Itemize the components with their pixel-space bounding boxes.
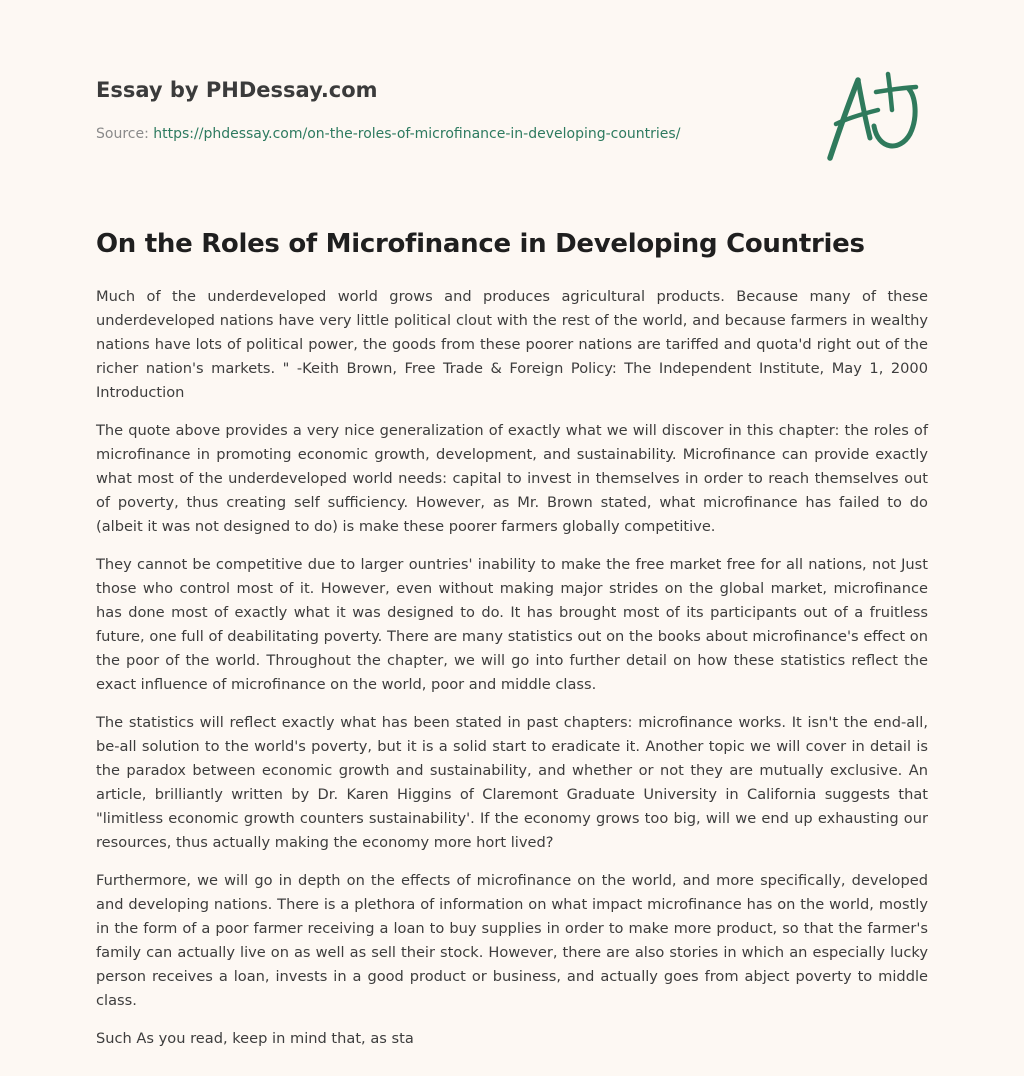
site-brand: Essay by PHDessay.com [96, 78, 378, 102]
a-plus-grade-icon [822, 66, 930, 168]
paragraph-5: Furthermore, we will go in depth on the effects of microfinance on the world, and more specifically, developed and developing nations. There is a plethora of information on what impact microfinance has on the world, mostly in the form of a poor farmer receiving a loan to buy supplies in order to make more product, so that the farmer's family can actually live on as well as sell their stock. However, there are also stories in which an especially lucky person receives a loan, invests in a good product or business, and actually goes from abject poverty to middle class. [96, 872, 928, 1009]
paragraph-6: Such As you read, keep in mind that, as sta [96, 1030, 414, 1047]
paragraph-1: Much of the underdeveloped world grows and produces agricultural products. Because many of these underdeveloped nations have very little political clout with the rest of the world, and because farmers in wealthy nations have lots of political power, the goods from these poorer nations are tariffed and quota'd right out of the richer nation's markets. " -Keith Brown, Free Trade & Foreign Policy: The Independent Institute, May 1, 2000 Introduction [96, 288, 928, 401]
source-line [96, 124, 796, 144]
source-label: Source: [96, 126, 149, 142]
essay-title: On the Roles of Microfinance in Developing Countries [96, 229, 865, 259]
essay-body [96, 285, 928, 1065]
paragraph-4: The statistics will reflect exactly what has been stated in past chapters: microfinance works. It isn't the end-all, be-all solution to the world's poverty, but it is a solid start to eradicate it. Another topic we will cover in detail is the paradox between economic growth and sustainability, and whether or not they are mutually exclusive. An article, brilliantly written by Dr. Karen Higgins of Claremont Graduate University in California suggests that "limitless economic growth counters sustainability'. If the economy grows too big, will we end up exhausting our resources, thus actually making the economy more hort lived? [96, 714, 928, 851]
paragraph-3: They cannot be competitive due to larger ountries' inability to make the free market free for all nations, not Just those who control most of it. However, even without making major strides on the global market, microfinance has done most of exactly what it was designed to do. It has brought most of its participants out of a fruitless future, one full of deabilitating poverty. There are many statistics out on the books about microfinance's effect on the poor of the world. Throughout the chapter, we will go into further detail on how these statistics reflect the exact influence of microfinance on the world, poor and middle class. [96, 556, 928, 693]
source-link[interactable]: https://phdessay.com/on-the-roles-of-microfinance-in-developing-countries/ [153, 126, 681, 142]
paragraph-2: The quote above provides a very nice generalization of exactly what we will discover in this chapter: the roles of microfinance in promoting economic growth, development, and sustainability. Microfinance can provide exactly what most of the underdeveloped world needs: capital to invest in themselves in order to reach themselves out of poverty, thus creating self sufficiency. However, as Mr. Brown stated, what microfinance has failed to do (albeit it was not designed to do) is make these poorer farmers globally competitive. [96, 422, 928, 535]
essay-header [96, 76, 796, 144]
